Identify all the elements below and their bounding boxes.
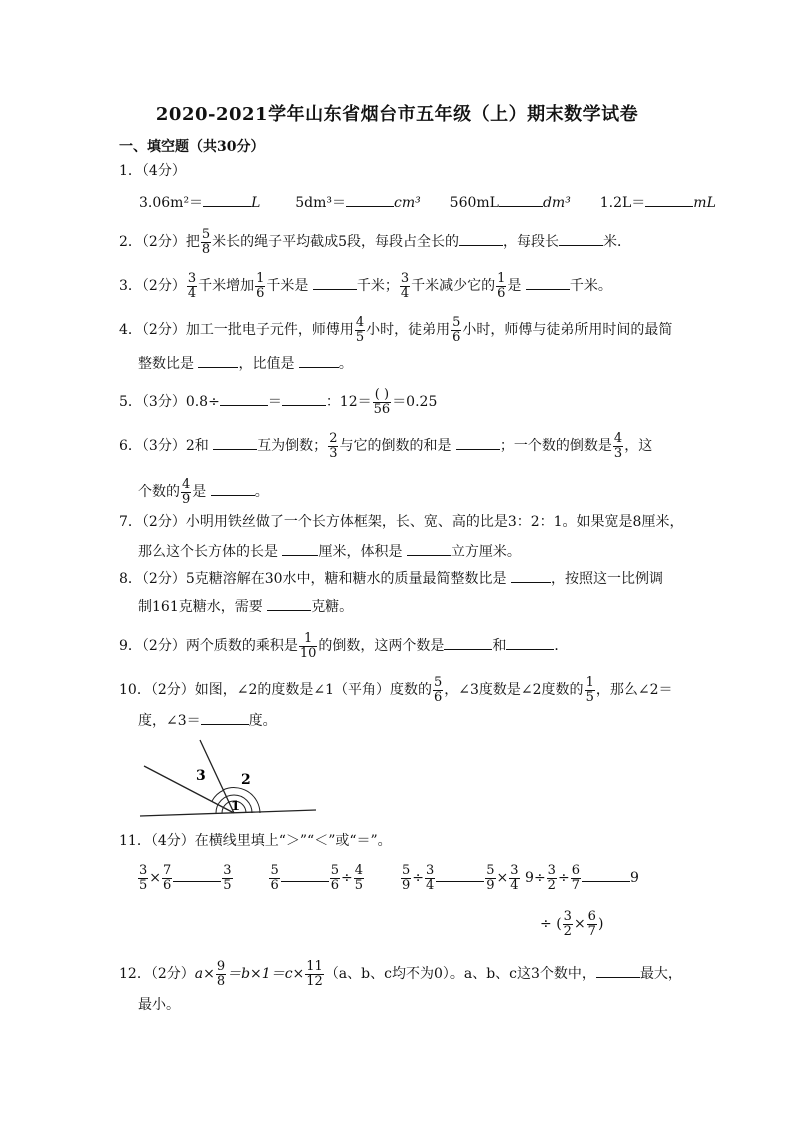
- q6-text: 互为倒数；: [257, 438, 328, 455]
- q6-text: ；一个数的倒数是: [499, 438, 612, 455]
- q10-text: 度，∠3＝: [138, 713, 201, 729]
- unit-label: cm³: [394, 195, 421, 211]
- fraction: $\frac{6}{7}$: [571, 863, 580, 893]
- q10-text: 10．（2分）如图，∠2的度数是∠1（平角）度数的: [119, 682, 432, 699]
- fraction: $\frac{1}{10}$: [299, 631, 317, 661]
- q8-text: 8．（2分）5克糖溶解在30水中，糖和糖水的质量最简整数比是: [119, 571, 507, 587]
- fraction: $\frac{6}{7}$: [587, 909, 596, 939]
- q6-text: 与它的倒数的和是: [339, 438, 452, 455]
- angle-label-3: 3: [196, 768, 206, 784]
- question-4-line-2: [138, 355, 353, 371]
- q9-text: 9．（2分）两个质数的乘积是: [119, 638, 298, 655]
- question-9: [119, 632, 568, 660]
- unit-label: dm³: [542, 195, 571, 211]
- fraction: $\frac{5}{9}$: [401, 863, 411, 893]
- operator: ×: [149, 870, 162, 887]
- fraction: $\frac{3}{4}$: [425, 863, 435, 893]
- q8-text: ，按照这一比例调: [551, 571, 663, 587]
- fraction: $\frac{4}{5}$: [355, 315, 365, 345]
- q4-text: ，比值是: [238, 356, 295, 372]
- answer-blank[interactable]: [559, 233, 603, 246]
- answer-blank[interactable]: [220, 393, 268, 406]
- question-3: [119, 272, 612, 300]
- q6-text: 6．（3分）2和: [119, 438, 209, 455]
- q2-text: 2．（2分）把: [119, 234, 200, 251]
- answer-blank[interactable]: [267, 598, 311, 611]
- q6-text: 是: [192, 484, 207, 501]
- fraction: $\frac{4}{9}$: [182, 477, 191, 507]
- operator: ÷: [533, 870, 546, 887]
- question-7: 7．（2分）小明用铁丝做了一个长方体框架，长、宽、高的比是3：2：1。如果宽是8厘米，: [119, 514, 684, 530]
- answer-blank[interactable]: [407, 543, 451, 556]
- q3-text: 千米是: [266, 278, 309, 295]
- ray-left: [144, 766, 234, 813]
- q1-c: 560mL: [449, 195, 499, 211]
- operator: ÷: [341, 870, 353, 887]
- fraction: $\frac{5}{6}$: [330, 863, 340, 893]
- fraction: $\frac{3}{5}$: [139, 863, 148, 893]
- answer-blank[interactable]: [299, 355, 339, 368]
- question-4: [119, 316, 672, 344]
- baseline-ray: [140, 810, 316, 816]
- answer-blank[interactable]: [346, 194, 394, 207]
- operator: ÷: [540, 916, 552, 933]
- fraction: $\frac{5}{6}$: [434, 675, 443, 705]
- answer-blank[interactable]: [582, 869, 630, 882]
- q4-text: 整数比是: [138, 356, 194, 372]
- fraction: $\frac{11}{12}$: [306, 959, 323, 989]
- answer-blank[interactable]: [511, 570, 551, 583]
- q5-text: ：12＝: [325, 394, 372, 411]
- fraction: $\frac{4}{5}$: [354, 863, 364, 893]
- question-8-line-2: [138, 598, 353, 614]
- paren: ): [597, 916, 604, 933]
- q12-text: ＝b×1＝c×: [227, 966, 305, 983]
- angle-label-1: 1: [231, 799, 241, 814]
- q3-text: 千米减少它的: [411, 278, 496, 295]
- question-8: [119, 570, 663, 586]
- answer-blank[interactable]: [313, 277, 357, 290]
- question-5: [119, 388, 437, 416]
- answer-blank[interactable]: [198, 355, 238, 368]
- question-11: 11．（4分）在横线里填上“＞”“＜”或“＝”。: [119, 833, 392, 849]
- fraction: $\frac{3}{4}$: [187, 271, 197, 301]
- question-12: [119, 960, 682, 988]
- q3-text: 3．（2分）: [119, 278, 186, 295]
- q9-text: 和: [492, 638, 507, 655]
- q3-text: 千米；: [356, 278, 399, 295]
- answer-blank[interactable]: [203, 194, 251, 207]
- q5-text: ＝: [267, 394, 282, 411]
- q1-b: 5dm³＝: [295, 195, 347, 211]
- q3-text: 千米增加: [198, 278, 255, 295]
- fraction: $\frac{4}{3}$: [613, 431, 623, 461]
- paren: (: [556, 916, 562, 933]
- fraction: $\frac{3}{2}$: [547, 863, 556, 893]
- fraction: $\frac{3}{5}$: [223, 863, 232, 893]
- question-12-line-2: 最小。: [138, 997, 180, 1013]
- fraction: $\frac{1}{5}$: [585, 675, 594, 705]
- operator: ÷: [412, 870, 424, 887]
- fraction: $\frac{1}{6}$: [256, 271, 265, 301]
- answer-blank[interactable]: [213, 437, 257, 450]
- q2-text: ，每段长: [503, 234, 560, 251]
- operator: ×: [496, 870, 509, 887]
- answer-blank[interactable]: [201, 712, 249, 725]
- answer-blank[interactable]: [506, 637, 554, 650]
- answer-blank[interactable]: [645, 194, 693, 207]
- unit-label: mL: [693, 195, 716, 211]
- answer-blank[interactable]: [459, 233, 503, 246]
- q10-text: ，那么∠2＝: [595, 682, 673, 699]
- answer-blank[interactable]: [211, 483, 255, 496]
- question-11-items: $\frac{3}{5}$ × $\frac{7}{6}$ $\frac{3}{5}$ $\frac{5}{6}$ $\frac{5}{6}$ ÷ $\frac{4}{5}$ $\frac{5}{9}$ ÷ $\frac{3}{4}$ $\frac{5}{9}$ × $\frac{3}{4}$ 9÷ $\frac{3}{2}$ ÷ $\frac{6}{7}$ 9: [139, 863, 639, 893]
- page-title: 2020-2021学年山东省烟台市五年级（上）期末数学试卷: [155, 104, 639, 125]
- q12-text: 12．（2分）: [119, 966, 195, 983]
- q2-text: 米．: [603, 234, 632, 251]
- q6-text: ，这: [624, 438, 653, 455]
- q5-text: 5．（3分）0.8÷: [119, 394, 220, 411]
- fraction: $\frac{( )}{56}$: [373, 387, 391, 417]
- unit-label: L: [251, 195, 261, 211]
- question-6-line-2: [138, 478, 269, 506]
- q3-text: 千米。: [569, 278, 612, 295]
- q12-text: a×: [194, 966, 215, 983]
- q9-text: ．: [554, 638, 569, 655]
- answer-blank[interactable]: [456, 437, 500, 450]
- angle-diagram: [138, 738, 318, 820]
- q4-text: 小时，师傅与徒弟所用时间的最简: [462, 322, 673, 339]
- question-6: [119, 432, 652, 460]
- q4-text: 4．（2分）加工一批电子元件，师傅用: [119, 322, 354, 339]
- fraction: $\frac{3}{2}$: [563, 909, 572, 939]
- fraction: $\frac{5}{8}$: [201, 227, 211, 257]
- q4-text: 。: [338, 356, 353, 372]
- question-1-head: 1．（4分）: [119, 163, 186, 179]
- answer-blank[interactable]: [282, 393, 326, 406]
- q7-text: 那么这个长方体的长是: [138, 544, 278, 560]
- fraction: $\frac{1}{6}$: [497, 271, 506, 301]
- answer-blank[interactable]: [281, 869, 329, 882]
- operator: ÷: [557, 870, 570, 887]
- fraction: $\frac{3}{4}$: [400, 271, 410, 301]
- question-2: [119, 228, 631, 256]
- q6-text: 。: [254, 484, 269, 501]
- q5-text: ＝0.25: [392, 394, 438, 411]
- fraction: $\frac{5}{6}$: [270, 863, 279, 893]
- q3-text: 是: [507, 278, 522, 295]
- section-heading: 一、填空题（共30分）: [119, 139, 265, 155]
- q11-text: 9: [629, 870, 639, 887]
- q1-a: 3.06m²＝: [139, 195, 204, 211]
- fraction: $\frac{2}{3}$: [329, 431, 338, 461]
- operator: ×: [573, 916, 586, 933]
- q10-text: ，∠3度数是∠2度数的: [444, 682, 584, 699]
- q6-text: 个数的: [138, 484, 180, 501]
- angle-label-2: 2: [241, 772, 251, 788]
- answer-blank[interactable]: [526, 277, 570, 290]
- answer-blank[interactable]: [499, 194, 543, 207]
- answer-blank[interactable]: [173, 869, 221, 882]
- answer-blank[interactable]: [282, 543, 318, 556]
- fraction: $\frac{7}{6}$: [163, 863, 172, 893]
- fraction: $\frac{9}{8}$: [216, 959, 226, 989]
- q7-text: 立方厘米。: [450, 544, 521, 560]
- q9-text: 的倒数，这两个数是: [318, 638, 445, 655]
- answer-blank[interactable]: [444, 637, 492, 650]
- q2-text: 米长的绳子平均截成5段，每段占全长的: [212, 234, 460, 251]
- question-10: [119, 676, 672, 704]
- answer-blank[interactable]: [436, 869, 484, 882]
- q8-text: 制161克糖水，需要: [138, 599, 263, 615]
- question-11-item-4-tail: [540, 910, 603, 938]
- answer-blank[interactable]: [596, 965, 640, 978]
- q7-text: 厘米，体积是: [318, 544, 403, 560]
- fraction: $\frac{5}{9}$: [486, 863, 495, 893]
- q12-text: （a、b、c均不为0）。a、b、c这3个数中，: [324, 966, 596, 983]
- q12-text: 最大，: [639, 966, 682, 983]
- fraction: $\frac{3}{4}$: [510, 863, 519, 893]
- fraction: $\frac{5}{6}$: [452, 315, 461, 345]
- question-10-line-2: [138, 712, 277, 728]
- q1-d: 1.2L＝: [599, 195, 646, 211]
- q10-text: 度。: [248, 713, 277, 729]
- q8-text: 克糖。: [311, 599, 354, 615]
- question-1-body: [139, 194, 716, 210]
- q4-text: 小时，徒弟用: [366, 322, 451, 339]
- question-7-line-2: [138, 543, 521, 559]
